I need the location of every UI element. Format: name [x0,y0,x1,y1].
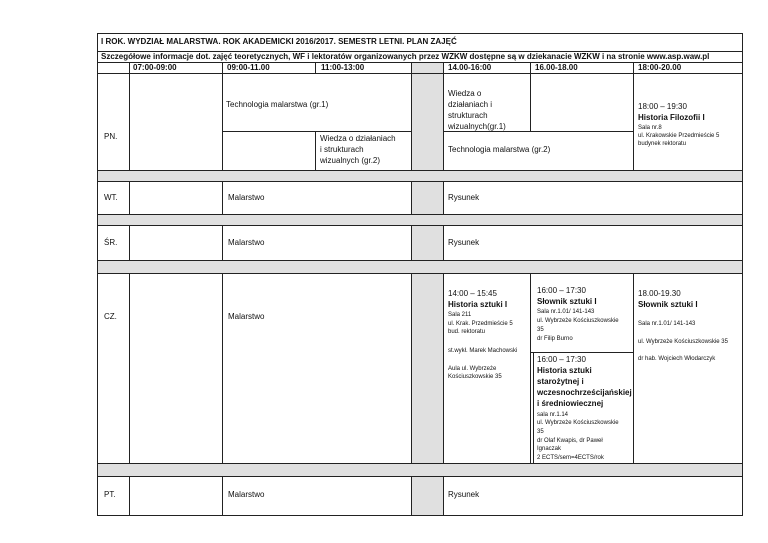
break-fri [411,476,444,516]
wed-rysunek: Rysunek [448,238,480,247]
time-label: 18:00-20.00 [638,63,682,72]
time-label: 16.00-18.00 [535,63,578,72]
class-cell-rysunek-wed [443,225,743,261]
thu-hs-time: 14:00 – 15:45 [448,289,497,298]
thu-hss-teachers: dr Olaf Kwapis, dr Paweł [537,438,603,444]
thu-hss-time: 16:00 – 17:30 [537,355,586,364]
cell-mon-07 [129,73,223,171]
thu-hss-name: starożytnej i [537,377,584,386]
mon-fil-addr: budynek rektoratu [638,141,687,147]
cell-mon-16a [530,73,634,132]
thu-sl1-time: 16:00 – 17:30 [537,286,586,295]
thu-hss-addr: 35 [537,429,544,435]
class-cell-malarstwo-thu [222,273,412,464]
thu-malarstwo: Malarstwo [228,312,265,321]
separator-row [97,260,743,274]
break-thu [411,273,444,464]
day-label-mon: PN. [104,132,118,141]
thu-hss-addr: ul. Wybrzeże Kościuszkowskie [537,420,619,426]
thu-hss-name: Historia sztuki [537,366,592,375]
tue-malarstwo: Malarstwo [228,193,265,202]
thu-sl1-room: Sala nr.1.01/ 141-143 [537,309,595,315]
mon-wiedza2-line: Wiedza o działaniach [320,134,396,143]
page-title: I ROK. WYDZIAŁ MALARSTWA. ROK AKADEMICKI 2016/2017. SEMESTR LETNI. PLAN ZAJĘĆ [101,37,457,46]
thu-hs-addr: bud. rektoratu [448,329,486,335]
day-label-thu: CZ. [104,312,117,321]
thu-sl1-addr: ul. Wybrzeże Kościuszkowskie [537,318,619,324]
thu-sl1-addr: 35 [537,327,544,333]
mon-wiedza1-line: Wiedza o [448,89,482,98]
break-tue [411,181,444,215]
time-label: 09:00-11.00 [227,63,270,72]
info-text: Szczegółowe informacje dot. zajęć teoretycznych, WF i lektoratów organizowanych przez WZKW dostępne są w dziekanacie WZKW i na stronie www.asp.waw.pl [101,52,710,61]
fri-rysunek: Rysunek [448,490,480,499]
thu-hs-room: Sala 211 [448,312,472,318]
thu-sl1-name: Słownik sztuki I [537,297,597,306]
fri-malarstwo: Malarstwo [228,490,265,499]
cell-fri-07 [129,476,223,516]
mon-fil-room: Sala nr.8 [638,125,662,131]
cell-wed-07 [129,225,223,261]
time-label: 07:00-09:00 [133,63,177,72]
thu-hs-aula: Kościuszkowskie 35 [448,374,502,380]
day-cell-thu [97,273,130,464]
class-cell-rysunek-fri [443,476,743,516]
class-cell-rysunek-tue [443,181,743,215]
thu-sl2-room: Sala nr.1.01/ 141-143 [638,321,696,327]
day-label-wed: ŚR. [104,238,118,247]
cell-mon-09b [222,131,316,171]
day-label-fri: PT. [104,490,116,499]
mon-tech2: Technologia malarstwa (gr.2) [448,145,551,154]
thu-sl2-addr: ul. Wybrzeże Kościuszkowskie 35 [638,339,728,345]
break-mon [411,73,444,171]
break-wed [411,225,444,261]
cell-thu-07 [129,273,223,464]
mon-wiedza1-line: działaniach i [448,100,493,109]
time-label: 14.00-16:00 [448,63,492,72]
day-label-tue: WT. [104,193,118,202]
mon-wiedza1-last: wizualnych(gr.1) [448,122,506,131]
mon-wiedza2-last: wizualnych (gr.2) [320,156,381,165]
mon-fil-time: 18:00 – 19:30 [638,102,687,111]
mon-fil-name: Historia Filozofii I [638,113,705,122]
time-label: 11:00-13:00 [321,63,365,72]
tue-rysunek: Rysunek [448,193,480,202]
thu-hs-addr: ul. Krak. Przedmieście 5 [448,321,513,327]
thu-hss-name: i średniowiecznej [537,399,604,408]
mon-tech1: Technologia malarstwa (gr.1) [226,100,329,109]
thu-hs-name: Historia sztuki I [448,300,508,309]
thu-sl2-name: Słownik sztuki I [638,300,698,309]
day-cell-mon [97,73,130,171]
thu-sl2-time: 18.00-19.30 [638,289,681,298]
thu-hss-teachers: Ignaczak [537,446,562,452]
thu-hs-teacher: st.wykł. Marek Machowski [448,348,518,354]
wed-malarstwo: Malarstwo [228,238,265,247]
thu-hss-name: wczesnochrześcijańskiej [537,388,632,397]
mon-fil-addr: ul. Krakowskie Przedmieście 5 [638,133,720,139]
cell-tue-07 [129,181,223,215]
thu-sl2-teacher: dr hab. Wojciech Włodarczyk [638,356,716,362]
mon-wiedza1-line: strukturach [448,111,488,120]
thu-sl1-teacher: dr Filip Burno [537,336,573,342]
separator-row [97,463,743,477]
mon-wiedza2-line: i strukturach [320,145,364,154]
thu-hs-aula: Aula ul. Wybrzeże [448,366,497,372]
thu-hss-room: sala nr.1.14 [537,412,569,418]
thu-hss-ects: 2 ECTS/sem=4ECTS/rok [537,455,604,461]
